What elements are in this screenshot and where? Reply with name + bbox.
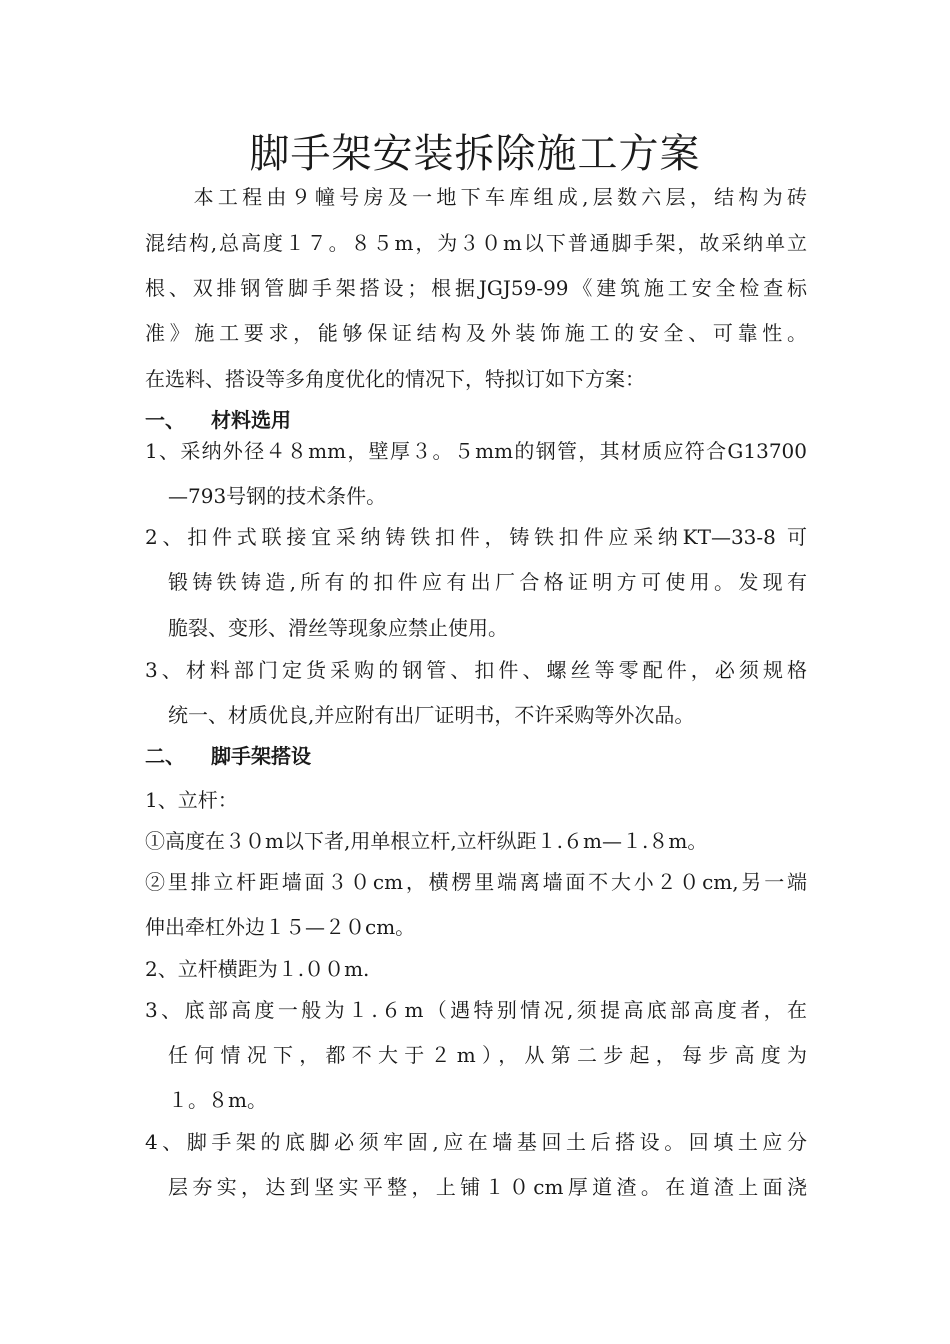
- intro-line: 本工程由９幢号房及一地下车库组成,层数六层，结构为砖: [145, 185, 807, 209]
- section-number: 二、: [145, 744, 185, 768]
- intro-line: 在选料、搭设等多角度优化的情况下，特拟订如下方案：: [145, 367, 645, 391]
- body-line: 1、立杆：: [145, 788, 238, 812]
- section-heading: [145, 405, 291, 435]
- list-item-line: 1、采纳外径４８mm，壁厚３。５mm的钢管，其材质应符合G13700: [145, 439, 807, 463]
- intro-line: 根、双排钢管脚手架搭设；根据JGJ59-99《建筑施工安全检查标: [145, 276, 807, 300]
- body-line: 3、底部高度一般为１.６m（遇特别情况,须提高底部高度者，在: [145, 998, 807, 1022]
- body-line: ②里排立杆距墙面３０cm，横楞里端离墙面不大小２０cm,另一端: [145, 870, 807, 894]
- body-line: 任何情况下，都不大于２m），从第二步起，每步高度为: [168, 1043, 807, 1067]
- list-item-line: 统一、材质优良,并应附有出厂证明书，不许采购等外次品。: [168, 703, 695, 727]
- list-item-line: 2、扣件式联接宜采纳铸铁扣件，铸铁扣件应采纳KT—33-8 可: [145, 525, 807, 549]
- list-item-line: 锻铸铁铸造,所有的扣件应有出厂合格证明方可使用。发现有: [168, 570, 807, 594]
- body-line: 2、立杆横距为１.００m.: [145, 957, 370, 981]
- page-title: 脚手架安装拆除施工方案: [249, 131, 701, 177]
- intro-line: 混结构,总高度１７。８５m，为３０m以下普通脚手架，故采纳单立: [145, 231, 807, 255]
- section-label: 脚手架搭设: [211, 744, 311, 768]
- body-line: 伸出牵杠外边１５—２０cm。: [145, 915, 416, 939]
- body-line: 4、脚手架的底脚必须牢固,应在墙基回土后搭设。回填土应分: [145, 1130, 807, 1154]
- section-number: 一、: [145, 408, 185, 432]
- list-item-line: 3、材料部门定货采购的钢管、扣件、螺丝等零配件，必须规格: [145, 658, 807, 682]
- body-line: 层夯实，达到坚实平整，上铺１０cm厚道渣。在道渣上面浇: [168, 1175, 807, 1199]
- intro-line: 准》施工要求，能够保证结构及外装饰施工的安全、可靠性。: [145, 321, 807, 345]
- list-item-line: —793号钢的技术条件。: [168, 484, 387, 508]
- body-line: ①高度在３０m以下者,用单根立杆,立杆纵距１.６m—１.８m。: [145, 829, 708, 853]
- body-line: １。８m。: [168, 1088, 267, 1112]
- section-heading: [145, 741, 311, 771]
- list-item-line: 脆裂、变形、滑丝等现象应禁止使用。: [168, 616, 508, 640]
- section-label: 材料选用: [211, 408, 291, 432]
